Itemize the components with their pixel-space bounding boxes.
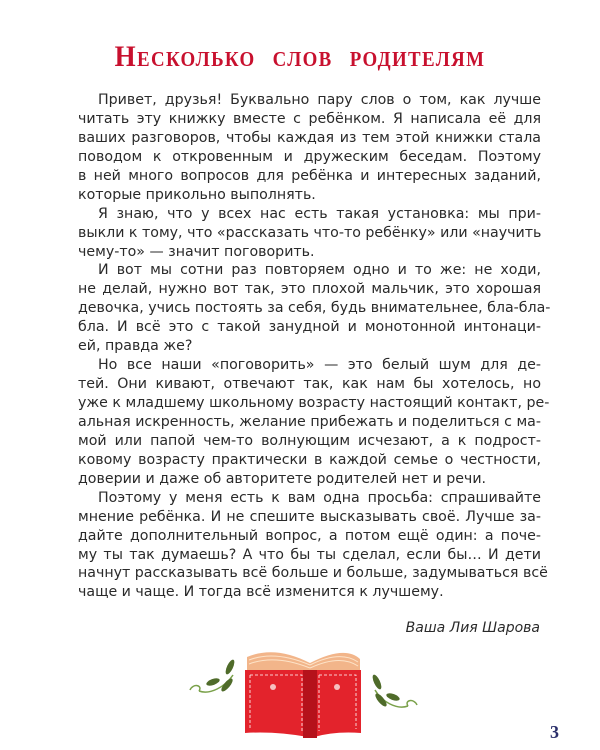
text-line: мнение ребёнка. И не спешите высказывать своё. Лучше за- [78,508,541,525]
text-line: выкли к тому, что «рассказать что-то ребёнку» или «научить [78,224,542,241]
text-line: Я знаю, что у всех нас есть такая установка: мы при- [98,205,541,222]
page-title: Несколько слов родителям [114,40,486,73]
text-line: Но все наши «поговорить» — это белый шум для де- [98,357,541,374]
text-line: девочка, учись постоять за себя, будь внимательнее, бла-бла- [78,300,551,317]
text-line: чему-то» — значит поговорить. [78,243,315,260]
text-line: доверии и даже об авторитете родителей нет и речи. [78,470,487,487]
open-book-icon [245,652,361,738]
text-line: мой или папой чем-то волнующим исчезают, а к подрост- [78,432,541,449]
text-line: ваших разговоров, чтобы каждая из тем этой книжки стала [78,129,541,146]
text-line: Поэтому у меня есть к вам одна просьба: спрашивайте [98,489,541,506]
text-line: не делай, нужно вот так, это плохой мальчик, это хорошая [78,281,541,298]
text-line: ей, правда же? [78,338,193,355]
text-line: му ты так думаешь? А что бы ты сделал, если бы… И дети [78,546,541,563]
signature: Ваша Лия Шарова [405,620,540,636]
text-line: Привет, друзья! Буквально пару слов о том, как лучше [98,92,541,108]
text-line: альная искренность, желание прибежать и поделиться с ма- [78,413,541,430]
book-illustration [185,645,425,744]
text-line: уже к младшему школьному возрасту настоящий контакт, ре- [78,395,550,411]
sprig-right-icon [371,673,417,708]
sprig-left-icon [190,658,236,693]
page-number: 3 [550,722,559,742]
text-line: чаще и чаще. И тогда всё изменится к лучшему. [78,584,444,601]
text-line: тей. Они кивают, отвечают так, как нам бы хотелось, но [78,376,541,393]
text-line: в ней много вопросов для ребёнка и интересных заданий, [78,167,541,184]
text-line: ковому возрасту практически в каждой семье о честности, [78,451,541,468]
text-line: которые прикольно выполнять. [78,186,316,203]
text-line: И вот мы сотни раз повторяем одно и то же: не ходи, [98,262,541,279]
text-line: начнут рассказывать всё больше и больше, задумываться всё [78,565,548,582]
text-line: дайте дополнительный вопрос, а потом ещё один: а поче- [78,527,541,544]
text-line: поводом к откровенным и дружеским беседам. Поэтому [78,148,541,165]
body-text [78,91,551,602]
text-line: читать эту книжку вместе с ребёнком. Я написала её для [78,110,541,127]
text-line: бла. И всё это с такой занудной и монотонной интонаци- [78,319,541,336]
